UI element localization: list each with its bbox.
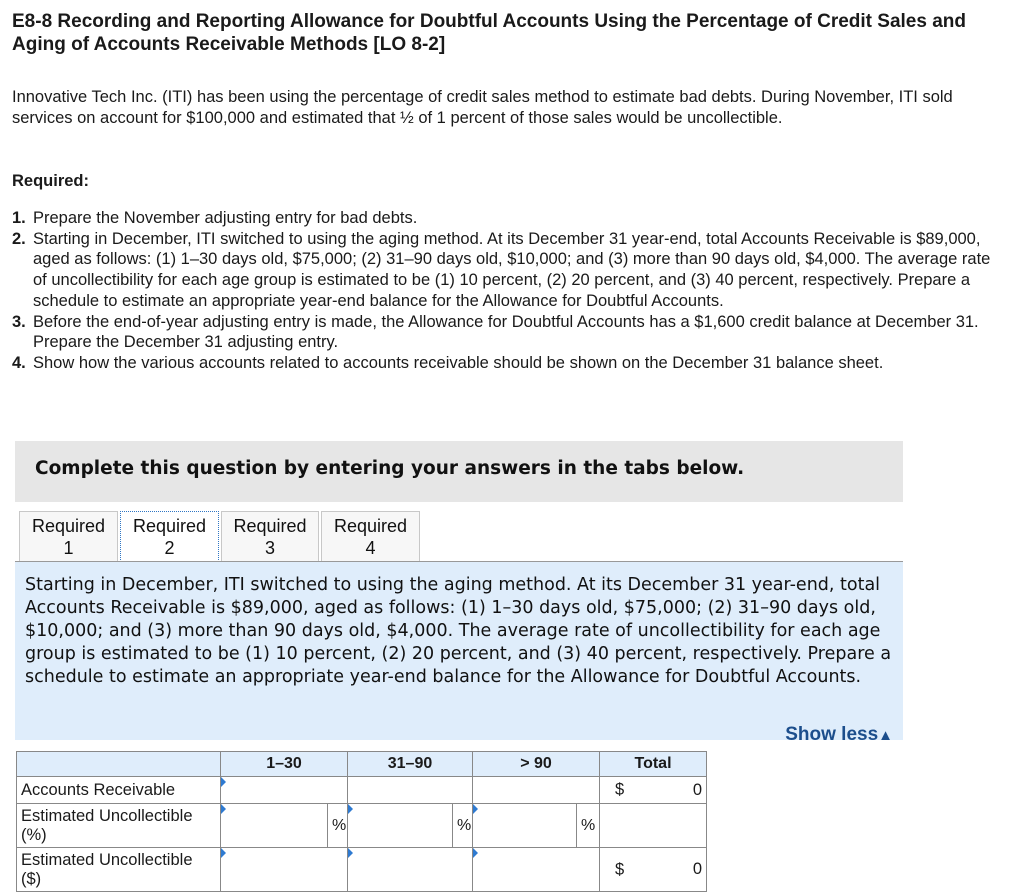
requirement-text: Starting in December, ITI switched to using the aging method. At its December 31 year-end, total Accounts Receivable is $89,000, aged as follows: (1) 1–30 days old, $75,000; (2) 31–90 days old, $10,000; and (3) more than 90 days old, $4,000. The average rate of uncollectibility for each age group is estimated to be (1) 10 percent, (2) 20 percent, and (3) 40 percent, respectively. Prepare a schedule to estimate an appropriate year-end balance for the Allowance for Doubtful Accounts.: [33, 229, 991, 310]
table-header-row: [17, 752, 707, 777]
input-marker-icon: [221, 804, 226, 814]
row-label-estimated-percent: [17, 804, 221, 848]
show-less-link[interactable]: [785, 724, 893, 746]
required-heading: Required:: [12, 172, 90, 190]
percent-sign: %: [328, 804, 348, 848]
requirement-item: [12, 353, 1002, 374]
requirement-item: [12, 208, 1002, 229]
tab-required-3[interactable]: [221, 511, 319, 562]
requirement-number: 2.: [12, 229, 26, 248]
pct-over-90-input[interactable]: [473, 804, 577, 848]
pct-31-90-input[interactable]: [348, 804, 453, 848]
requirement-number: 3.: [12, 312, 26, 331]
requirement-number: 1.: [12, 209, 26, 227]
tab-required-4[interactable]: [321, 511, 420, 562]
requirements-list: [12, 208, 1002, 374]
tab-number: 2: [164, 538, 175, 558]
requirement-number: 4.: [12, 353, 26, 372]
header-31-90: 31–90: [348, 752, 473, 777]
percent-sign: %: [577, 804, 600, 848]
header-1-30: 1–30: [221, 752, 348, 777]
dollars-31-90-input[interactable]: [348, 848, 473, 892]
currency-symbol: $: [615, 780, 625, 799]
requirement-text: Prepare the November adjusting entry for bad debts.: [33, 209, 418, 227]
header-total: Total: [600, 752, 707, 777]
show-less-label: Show less: [785, 724, 879, 745]
pct-1-30-input[interactable]: [221, 804, 328, 848]
input-marker-icon: [348, 848, 353, 858]
currency-symbol: $: [615, 860, 625, 878]
dollars-over-90-input[interactable]: [473, 848, 600, 892]
requirement-text: Show how the various accounts related to accounts receivable should be shown on the December 31 balance sheet.: [33, 353, 884, 372]
input-marker-icon: [221, 777, 226, 787]
intro-paragraph: Innovative Tech Inc. (ITI) has been using the percentage of credit sales method to estimate bad debts. During November, ITI sold services on account for $100,000 and estimated that ½ of 1 percent of those sales would be uncollectible.: [12, 88, 953, 127]
requirement-text: Before the end-of-year adjusting entry is made, the Allowance for Doubtful Accounts has a $1,600 credit balance at December 31. Prepare the December 31 adjusting entry.: [33, 312, 979, 352]
input-marker-icon: [473, 848, 478, 858]
table-row-estimated-percent: [17, 804, 707, 848]
requirement-item: [12, 229, 1002, 312]
ar-total-amount: 0: [692, 780, 702, 799]
row-label-estimated-dollars: [17, 848, 221, 892]
banner-text: Complete this question by entering your answers in the tabs below.: [35, 458, 745, 479]
requirement-item: [12, 312, 1002, 353]
percent-sign: %: [453, 804, 473, 848]
instruction-banner: [15, 441, 903, 502]
input-marker-icon: [221, 848, 226, 858]
input-marker-icon: [348, 804, 353, 814]
panel-text: Starting in December, ITI switched to using the aging method. At its December 31 year-end, total Accounts Receivable is $89,000, aged as follows: (1) 1–30 days old, $75,000; (2) 31–90 days old, $10,000; and (3) more than 90 days old, $4,000. The average rate of uncollectibility for each age group is estimated to be (1) 10 percent, (2) 20 percent, and (3) 40 percent, respectively. Prepare a schedule to estimate an appropriate year-end balance for the Allowance for Doubtful Accounts.: [25, 575, 892, 687]
tab-label: Required: [333, 516, 408, 536]
dollars-1-30-input[interactable]: [221, 848, 348, 892]
tab-number: 3: [264, 538, 275, 558]
pct-total-cell: [600, 804, 707, 848]
input-marker-icon: [473, 804, 478, 814]
dollars-total-amount: 0: [692, 860, 702, 878]
row-label-line: Estimated Uncollectible: [21, 806, 193, 825]
tab-number: 4: [365, 538, 376, 558]
tab-label: Required: [233, 516, 307, 536]
aging-schedule-table: [16, 751, 707, 892]
row-label-line: (%): [21, 825, 47, 844]
requirement-panel: [15, 562, 903, 745]
ar-total-value: [600, 777, 707, 804]
row-label-line: Estimated Uncollectible: [21, 850, 193, 869]
ar-over-90-input[interactable]: [473, 777, 600, 804]
requirement-tabs: [19, 511, 422, 562]
tab-required-2[interactable]: [120, 511, 219, 562]
table-row-estimated-dollars: [17, 848, 707, 892]
ar-31-90-input[interactable]: [348, 777, 473, 804]
row-label-line: ($): [21, 869, 42, 888]
tab-label: Required: [132, 516, 207, 536]
question-title: E8-8 Recording and Reporting Allowance for Doubtful Accounts Using the Percentage of Credit Sales and Aging of Accounts Receivable Methods [LO 8-2]: [12, 11, 966, 55]
tab-number: 1: [63, 538, 74, 558]
header-blank: [17, 752, 221, 777]
dollars-total-value: [600, 848, 707, 892]
ar-1-30-input[interactable]: [221, 777, 348, 804]
tab-required-1[interactable]: [19, 511, 118, 562]
header-over-90: > 90: [473, 752, 600, 777]
table-row-accounts-receivable: [17, 777, 707, 804]
tab-label: Required: [31, 516, 106, 536]
triangle-up-icon: ▲: [878, 727, 893, 744]
row-label-accounts-receivable: Accounts Receivable: [17, 777, 221, 804]
